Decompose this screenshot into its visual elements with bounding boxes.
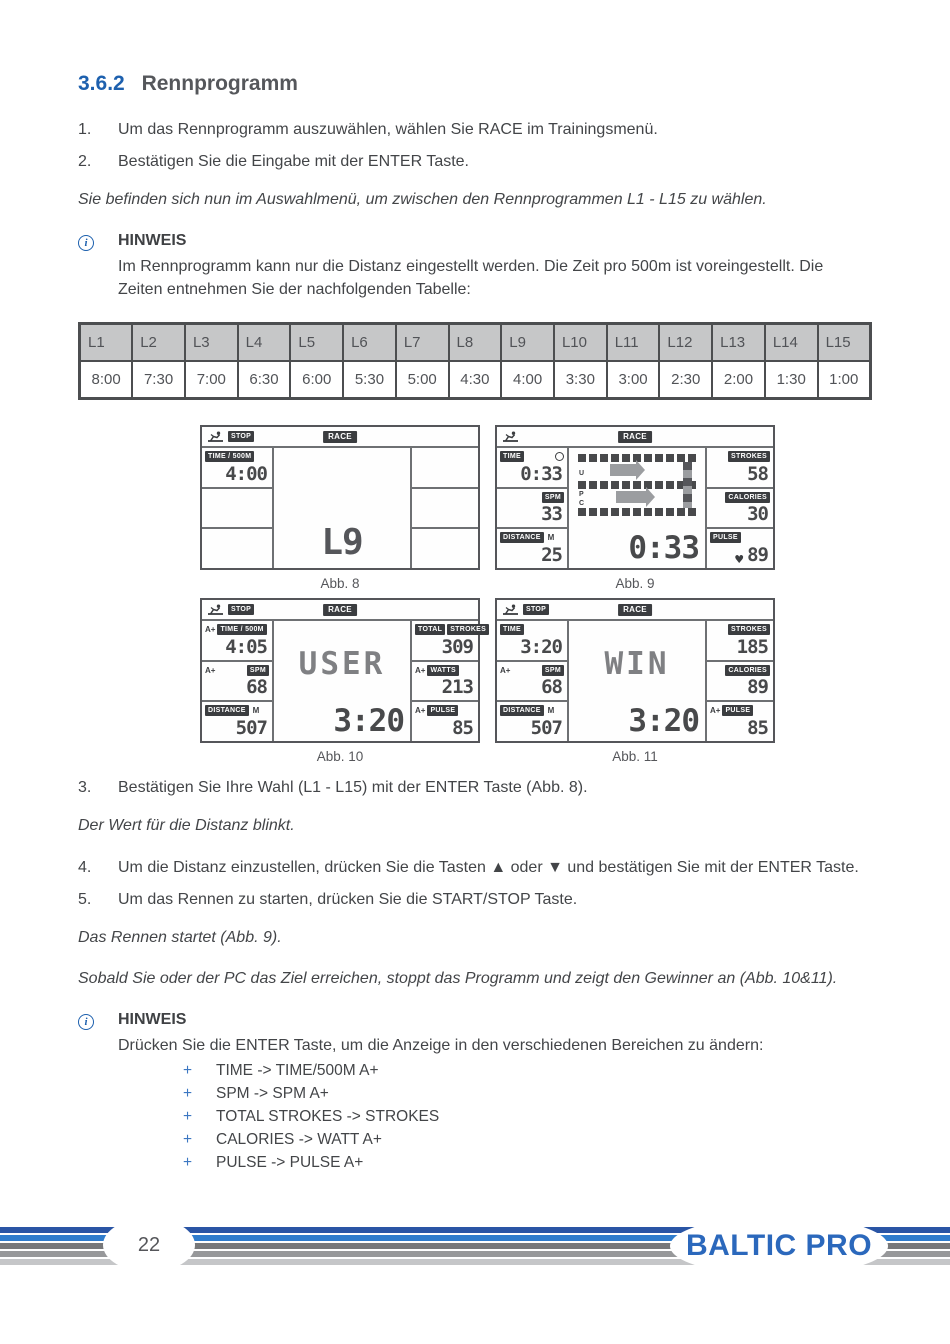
lcd-value: 85: [452, 717, 473, 740]
rower-icon: [207, 431, 224, 443]
lcd-cell: [707, 527, 773, 568]
lcd-cell: [202, 660, 272, 701]
lane-label-pc: P: [579, 491, 584, 498]
lcd-value: 4:00: [225, 462, 267, 485]
pc-position-arrow: [616, 491, 646, 503]
lcd-display: [200, 425, 480, 570]
lcd-cell-labels: [500, 532, 564, 543]
start-italic-paragraph: Das Rennen startet (Abb. 9).: [78, 929, 282, 946]
lcd-badge: SPM: [247, 665, 269, 676]
note-block-2: [78, 1011, 872, 1178]
table-header-cell: L10: [554, 324, 607, 362]
heart-icon: ♥: [734, 553, 745, 567]
table-header-cell: L14: [765, 324, 818, 362]
page-footer: [0, 1227, 950, 1287]
table-header-cell: L4: [238, 324, 291, 362]
lcd-cell: [497, 660, 567, 701]
table-header-row: [80, 324, 871, 362]
lcd-left-column: [202, 621, 274, 741]
lcd-status-bar: [202, 427, 478, 448]
page-number: 22: [137, 1233, 161, 1256]
step-number: 3.: [78, 779, 92, 796]
lcd-cell: [412, 700, 478, 741]
lcd-cell: [497, 527, 567, 568]
lcd-body: [497, 448, 773, 568]
lcd-cell: [202, 527, 272, 568]
table-cell: 1:30: [765, 361, 818, 399]
average-plus-label: A+: [710, 706, 721, 716]
lcd-cell-labels: [710, 665, 770, 676]
lcd-cell-labels: [205, 705, 269, 716]
step-2: [78, 150, 872, 173]
blink-italic-paragraph: Der Wert für die Distanz blinkt.: [78, 817, 295, 834]
figure-caption: Abb. 10: [316, 749, 364, 764]
stop-indicator-badge: STOP: [228, 604, 254, 615]
table-cell: 8:00: [80, 361, 133, 399]
lcd-cell-labels: [415, 705, 475, 716]
lcd-center-area: [569, 448, 705, 568]
lcd-cell-labels: [500, 492, 564, 503]
finish-italic-paragraph: Sobald Sie oder der PC das Ziel erreichen, stoppt das Programm und zeigt den Gewinner an (Abb. 10&11).: [78, 970, 838, 987]
lcd-badge: TIME: [500, 451, 524, 462]
table-cell: 2:00: [712, 361, 765, 399]
average-plus-label: A+: [205, 665, 216, 675]
lcd-cell: [412, 527, 478, 568]
table-header-cell: L12: [659, 324, 712, 362]
lcd-figure: [200, 425, 480, 591]
lcd-cell: [707, 487, 773, 528]
lcd-value: 507: [530, 717, 562, 740]
step-text: Bestätigen Sie die Eingabe mit der ENTER Taste.: [118, 153, 469, 170]
lcd-badge: TOTAL: [415, 624, 445, 635]
lcd-cell-labels: [710, 705, 770, 716]
lcd-value: 68: [246, 676, 267, 699]
list-item: [183, 1086, 872, 1102]
info-icon: i: [78, 1014, 94, 1030]
finish-line: [683, 462, 692, 508]
lcd-cell: [412, 448, 478, 487]
lcd-cell: [202, 448, 272, 487]
race-mode-badge: RACE: [323, 604, 357, 616]
lcd-display: [200, 598, 487, 743]
lcd-value: 185: [736, 635, 768, 658]
info-icon: i: [78, 235, 94, 251]
average-plus-label: A+: [500, 665, 511, 675]
plus-bullet: +: [183, 1085, 193, 1102]
lcd-display: [495, 598, 775, 743]
lcd-cell-labels: [500, 665, 564, 676]
lcd-center-area: [274, 621, 410, 741]
plus-bullet: +: [183, 1154, 193, 1171]
lcd-cell: [202, 700, 272, 741]
lane-label-pc: C: [579, 500, 585, 507]
lcd-center-area: [274, 448, 410, 568]
figure-caption: Abb. 8: [320, 576, 360, 591]
lcd-badge: CALORIES: [725, 492, 770, 503]
step-number: 1.: [78, 121, 92, 138]
lcd-cell-labels: [710, 451, 770, 462]
table-header-cell: L11: [607, 324, 660, 362]
table-cell: 7:30: [132, 361, 185, 399]
rower-icon: [502, 431, 519, 443]
lcd-figure: [495, 598, 775, 764]
user-position-arrow: [610, 464, 636, 476]
lcd-cell: [707, 700, 773, 741]
lcd-badge: TIME / 500M: [217, 624, 266, 635]
lcd-badge: SPM: [542, 492, 564, 503]
table-cell: 3:00: [607, 361, 660, 399]
section-title: Rennprogramm: [141, 72, 298, 95]
page-number-badge: [103, 1218, 195, 1272]
lcd-value: ♥ 89: [734, 544, 768, 567]
lcd-right-column: [410, 621, 487, 741]
step-1: [78, 118, 872, 141]
lcd-badge: SPM: [542, 665, 564, 676]
lcd-cell-labels: [415, 624, 487, 635]
race-mode-badge: RACE: [323, 431, 357, 443]
average-plus-label: A+: [415, 665, 426, 675]
figure-caption: Abb. 11: [612, 749, 658, 764]
table-cell: 7:00: [185, 361, 238, 399]
intro-italic-paragraph: Sie befinden sich nun im Auswahlmenü, um zwischen den Rennprogrammen L1 - L15 zu wählen.: [78, 191, 767, 208]
lcd-value: 68: [541, 676, 562, 699]
table-header-cell: L9: [501, 324, 554, 362]
lcd-badge: WATTS: [427, 665, 458, 676]
list-item-text: SPM -> SPM A+: [216, 1085, 329, 1102]
lane-label-user: U: [579, 470, 585, 477]
table-cell: 3:30: [554, 361, 607, 399]
lcd-cell-labels: [710, 532, 770, 543]
race-track-row: [578, 508, 699, 516]
lcd-cell-labels: [415, 665, 475, 676]
lcd-cell: [497, 448, 567, 487]
lcd-cell-labels: [500, 451, 564, 462]
lcd-left-column: [202, 448, 274, 568]
section-number: 3.6.2: [78, 72, 125, 95]
lcd-badge: TIME: [500, 624, 524, 635]
table-cell: 5:30: [343, 361, 396, 399]
stop-indicator-badge: STOP: [228, 431, 254, 442]
lcd-badge: TIME / 500M: [205, 451, 254, 462]
list-item: [183, 1132, 872, 1148]
stop-indicator-badge: STOP: [523, 604, 549, 615]
step-5: [78, 888, 872, 911]
step-number: 4.: [78, 859, 92, 876]
table-cell: 6:00: [290, 361, 343, 399]
display-toggle-list: [183, 1063, 872, 1171]
list-item-text: TIME -> TIME/500M A+: [216, 1062, 379, 1079]
brand-logo: [670, 1216, 888, 1276]
lcd-badge: STROKES: [728, 451, 770, 462]
lcd-cell: [497, 700, 567, 741]
lcd-value: 58: [747, 462, 768, 485]
note-title: HINWEIS: [118, 1011, 187, 1028]
table-header-cell: L1: [80, 324, 133, 362]
lcd-left-column: [497, 448, 569, 568]
step-text: Um die Distanz einzustellen, drücken Sie die Tasten ▲ oder ▼ und bestätigen Sie mit der ENTER Taste.: [118, 859, 859, 876]
lcd-value: 85: [747, 717, 768, 740]
lcd-badge: CALORIES: [725, 665, 770, 676]
lcd-cell: [202, 487, 272, 528]
lcd-status-bar: [202, 600, 478, 621]
lcd-cell: [707, 621, 773, 660]
step-number: 5.: [78, 891, 92, 908]
lcd-value: 309: [441, 635, 473, 658]
table-value-row: [80, 361, 871, 399]
lcd-badge: STROKES: [728, 624, 770, 635]
lcd-badge: PULSE: [722, 705, 753, 716]
lcd-figure: [495, 425, 775, 591]
selected-level-value: L9: [321, 522, 363, 563]
race-track-graphic: [578, 454, 699, 531]
lcd-display: [495, 425, 775, 570]
lcd-cell: [412, 487, 478, 528]
list-item-text: TOTAL STROKES -> STROKES: [216, 1108, 440, 1125]
lcd-body: [497, 621, 773, 741]
lcd-badge: DISTANCE: [205, 705, 249, 716]
list-item-text: CALORIES -> WATT A+: [216, 1131, 382, 1148]
clock-icon: [555, 452, 564, 461]
average-plus-label: A+: [415, 706, 426, 716]
lcd-cell: [412, 621, 487, 660]
lcd-value: 4:05: [225, 635, 267, 658]
lcd-badge: PULSE: [710, 532, 741, 543]
result-time-value: 3:20: [333, 703, 404, 739]
table-cell: 1:00: [818, 361, 871, 399]
rower-icon: [207, 604, 224, 616]
list-item: [183, 1109, 872, 1125]
table-header-cell: L6: [343, 324, 396, 362]
lcd-cell: [707, 660, 773, 701]
race-time-value: 0:33: [628, 530, 699, 566]
lcd-value: 33: [541, 503, 562, 526]
lcd-right-column: [705, 448, 773, 568]
list-item: [183, 1063, 872, 1079]
result-word: USER: [298, 645, 386, 682]
lcd-cell-labels: [500, 624, 564, 635]
lcd-figures-grid: [200, 425, 775, 764]
figure-caption: Abb. 9: [615, 576, 655, 591]
lcd-cell-labels: [205, 451, 269, 462]
lcd-status-bar: [497, 427, 773, 448]
note-block-1: [78, 232, 872, 301]
lcd-badge: PULSE: [427, 705, 458, 716]
lcd-badge: DISTANCE: [500, 705, 544, 716]
table-header-cell: L13: [712, 324, 765, 362]
lcd-badge: DISTANCE: [500, 532, 544, 543]
table-cell: 6:30: [238, 361, 291, 399]
plus-bullet: +: [183, 1062, 193, 1079]
lcd-cell: [202, 621, 272, 660]
table-header-cell: L15: [818, 324, 871, 362]
step-3: [78, 776, 872, 799]
lcd-figure: [200, 598, 487, 764]
step-4: [78, 856, 872, 879]
lcd-cell-labels: [500, 705, 564, 716]
lcd-value: 25: [541, 544, 562, 567]
note-title: HINWEIS: [118, 232, 187, 249]
result-word: WIN: [604, 645, 670, 682]
plus-bullet: +: [183, 1131, 193, 1148]
step-text: Um das Rennen zu starten, drücken Sie die START/STOP Taste.: [118, 891, 578, 908]
table-header-cell: L7: [396, 324, 449, 362]
average-plus-label: A+: [205, 625, 216, 634]
table-header-cell: L8: [449, 324, 502, 362]
lcd-left-column: [497, 621, 569, 741]
table-header-cell: L3: [185, 324, 238, 362]
lcd-cell: [497, 487, 567, 528]
brand-name: BALTIC PRO: [685, 1229, 873, 1262]
unit-label: M: [547, 533, 555, 543]
table-cell: 4:30: [449, 361, 502, 399]
lcd-body: [202, 621, 487, 741]
section-heading: [78, 72, 872, 96]
note-body: Im Rennprogramm kann nur die Distanz eingestellt werden. Die Zeit pro 500m ist voreingestellt. Die Zeiten entnehmen Sie der nachfolgenden Tabelle:: [118, 258, 824, 298]
lcd-value: 3:20: [520, 635, 562, 658]
race-level-table: [78, 322, 872, 400]
table-cell: 5:00: [396, 361, 449, 399]
lcd-cell: [497, 621, 567, 660]
table-cell: 2:30: [659, 361, 712, 399]
list-item: [183, 1155, 872, 1171]
race-mode-badge: RACE: [618, 604, 652, 616]
step-text: Um das Rennprogramm auszuwählen, wählen Sie RACE im Trainingsmenü.: [118, 121, 658, 138]
rower-icon: [502, 604, 519, 616]
result-time-value: 3:20: [628, 703, 699, 739]
lcd-value: 89: [747, 676, 768, 699]
unit-label: M: [547, 706, 555, 716]
note-body: Drücken Sie die ENTER Taste, um die Anzeige in den verschiedenen Bereichen zu ändern:: [118, 1037, 764, 1054]
race-track-row: [578, 481, 699, 489]
lcd-value: 30: [747, 503, 768, 526]
lcd-value: 507: [235, 717, 267, 740]
lcd-cell: [412, 660, 478, 701]
lcd-value: 213: [441, 676, 473, 699]
table-header-cell: L5: [290, 324, 343, 362]
table-header-cell: L2: [132, 324, 185, 362]
lcd-right-column: [410, 448, 478, 568]
table-cell: 4:00: [501, 361, 554, 399]
lcd-status-bar: [497, 600, 773, 621]
lcd-cell: [707, 448, 773, 487]
list-item-text: PULSE -> PULSE A+: [216, 1154, 364, 1171]
lcd-right-column: [705, 621, 773, 741]
unit-label: M: [252, 706, 260, 716]
lcd-value: 0:33: [520, 462, 562, 485]
lcd-cell-labels: [710, 624, 770, 635]
plus-bullet: +: [183, 1108, 193, 1125]
lcd-center-area: [569, 621, 705, 741]
lcd-body: [202, 448, 478, 568]
lcd-cell-labels: [205, 624, 269, 635]
lcd-cell-labels: [710, 492, 770, 503]
lcd-badge: STROKES: [447, 624, 489, 635]
step-number: 2.: [78, 153, 92, 170]
step-text: Bestätigen Sie Ihre Wahl (L1 - L15) mit der ENTER Taste (Abb. 8).: [118, 779, 588, 796]
race-mode-badge: RACE: [618, 431, 652, 443]
lcd-cell-labels: [205, 665, 269, 676]
